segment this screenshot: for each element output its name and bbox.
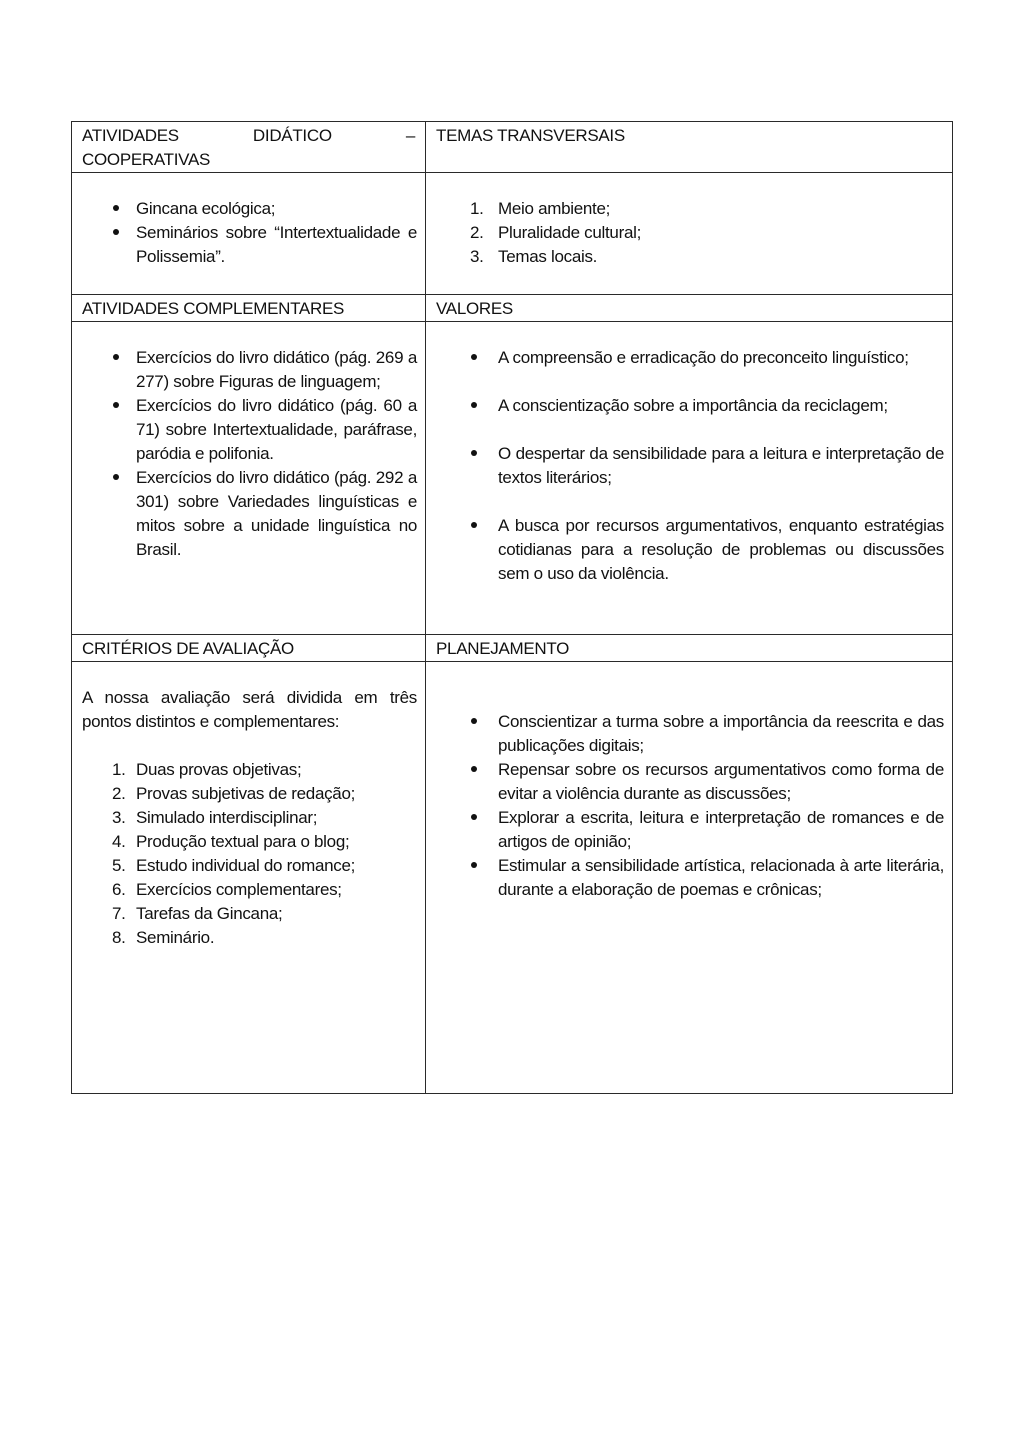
list-item xyxy=(72,394,425,466)
list-item-text: Estudo individual do romance; xyxy=(136,856,356,875)
list-number: 1. xyxy=(470,199,484,218)
list-item xyxy=(72,926,425,950)
list-item-text: A conscientização sobre a importância da reciclagem; xyxy=(498,396,888,415)
section-header-row xyxy=(72,635,953,662)
bullet-icon xyxy=(464,394,484,418)
list-item-text: Exercícios complementares; xyxy=(136,880,342,899)
header-valores: VALORES xyxy=(426,295,953,322)
bullet-icon xyxy=(464,442,484,466)
list-number: 4. xyxy=(112,832,126,851)
list-item-text: A busca por recursos argumentativos, enquanto estratégias cotidianas para a resolução de problemas ou discussões sem o uso da violência. xyxy=(498,516,944,583)
bullet-list xyxy=(426,710,952,902)
bullet-list xyxy=(72,346,425,562)
list-item xyxy=(426,758,952,806)
bullet-icon xyxy=(106,346,126,370)
temas-transversais-cell xyxy=(426,173,953,295)
bullet-list xyxy=(72,197,425,269)
list-number: 3. xyxy=(112,808,126,827)
planejamento-cell xyxy=(426,662,953,1094)
list-item xyxy=(72,346,425,394)
valores-cell xyxy=(426,322,953,635)
list-item-text: Explorar a escrita, leitura e interpretação de romances e de artigos de opinião; xyxy=(498,808,944,851)
list-item xyxy=(426,854,952,902)
list-item-text: Gincana ecológica; xyxy=(136,199,276,218)
bullet-icon xyxy=(464,806,484,830)
evaluation-intro: A nossa avaliação será dividida em três pontos distintos e complementares: xyxy=(82,688,417,731)
list-item-text: A compreensão e erradicação do preconceito linguístico; xyxy=(498,348,909,367)
list-item xyxy=(72,902,425,926)
atividades-complementares-cell xyxy=(72,322,426,635)
header-temas-transversais: TEMAS TRANSVERSAIS xyxy=(426,122,953,173)
header-word: DIDÁTICO xyxy=(252,126,332,145)
list-spacer xyxy=(426,418,952,442)
list-number: 8. xyxy=(112,928,126,947)
list-item xyxy=(426,514,952,586)
list-item-text: Conscientizar a turma sobre a importância da reescrita e das publicações digitais; xyxy=(498,712,944,755)
list-number: 6. xyxy=(112,880,126,899)
list-item xyxy=(72,854,425,878)
header-atividades-complementares: ATIVIDADES COMPLEMENTARES xyxy=(72,295,426,322)
list-number: 5. xyxy=(112,856,126,875)
list-item-text: Meio ambiente; xyxy=(498,199,611,218)
bullet-icon xyxy=(464,514,484,538)
list-item xyxy=(426,245,952,269)
list-item xyxy=(72,221,425,269)
list-item-text: Repensar sobre os recursos argumentativos como forma de evitar a violência durante as discussões; xyxy=(498,760,944,803)
section-body-row xyxy=(72,322,953,635)
list-item xyxy=(426,806,952,854)
bullet-icon xyxy=(464,346,484,370)
list-item-text: Duas provas objetivas; xyxy=(136,760,302,779)
list-item xyxy=(72,782,425,806)
bullet-list xyxy=(426,346,952,586)
list-item-text: Simulado interdisciplinar; xyxy=(136,808,318,827)
list-item-text: O despertar da sensibilidade para a leitura e interpretação de textos literários; xyxy=(498,444,944,487)
list-item xyxy=(72,466,425,562)
list-item xyxy=(72,197,425,221)
list-number: 1. xyxy=(112,760,126,779)
list-item xyxy=(72,878,425,902)
atividades-cooperativas-cell xyxy=(72,173,426,295)
header-dash: – xyxy=(405,126,415,145)
planning-table xyxy=(71,121,953,1094)
list-item-text: Seminário. xyxy=(136,928,215,947)
list-item xyxy=(426,442,952,490)
list-item-text: Provas subjetivas de redação; xyxy=(136,784,356,803)
bullet-icon xyxy=(464,710,484,734)
bullet-icon xyxy=(106,466,126,490)
list-item xyxy=(426,197,952,221)
list-item xyxy=(72,758,425,782)
numbered-list xyxy=(426,197,952,269)
section-header-row xyxy=(72,122,953,173)
header-atividades-didatico-cooperativas xyxy=(72,122,426,173)
list-item-text: Seminários sobre “Intertextualidade e Polissemia”. xyxy=(136,223,417,266)
list-spacer xyxy=(426,370,952,394)
header-word: ATIVIDADES xyxy=(82,126,179,145)
list-item-text: Exercícios do livro didático (pág. 292 a 301) sobre Variedades linguísticas e mitos sobre a unidade linguística no Brasil. xyxy=(136,468,417,559)
list-item xyxy=(426,221,952,245)
list-number: 3. xyxy=(470,247,484,266)
bullet-icon xyxy=(106,394,126,418)
list-item xyxy=(72,830,425,854)
header-criterios-de-avaliacao: CRITÉRIOS DE AVALIAÇÃO xyxy=(72,635,426,662)
section-body-row xyxy=(72,173,953,295)
bullet-icon xyxy=(106,197,126,221)
list-item xyxy=(426,710,952,758)
list-spacer xyxy=(426,490,952,514)
header-planejamento: PLANEJAMENTO xyxy=(426,635,953,662)
list-item-text: Exercícios do livro didático (pág. 60 a 71) sobre Intertextualidade, paráfrase, paródia e polifonia. xyxy=(136,396,417,463)
list-item xyxy=(426,346,952,370)
bullet-icon xyxy=(464,854,484,878)
list-item-text: Pluralidade cultural; xyxy=(498,223,642,242)
header-line-2: COOPERATIVAS xyxy=(82,150,211,169)
list-item-text: Temas locais. xyxy=(498,247,598,266)
section-body-row xyxy=(72,662,953,1094)
list-number: 2. xyxy=(470,223,484,242)
section-header-row xyxy=(72,295,953,322)
bullet-icon xyxy=(106,221,126,245)
list-number: 2. xyxy=(112,784,126,803)
list-item-text: Estimular a sensibilidade artística, relacionada à arte literária, durante a elaboração de poemas e crônicas; xyxy=(498,856,944,899)
bullet-icon xyxy=(464,758,484,782)
list-item-text: Tarefas da Gincana; xyxy=(136,904,283,923)
list-item xyxy=(426,394,952,418)
list-item xyxy=(72,806,425,830)
list-number: 7. xyxy=(112,904,126,923)
list-item-text: Exercícios do livro didático (pág. 269 a 277) sobre Figuras de linguagem; xyxy=(136,348,417,391)
list-item-text: Produção textual para o blog; xyxy=(136,832,350,851)
header-line-1 xyxy=(82,124,415,148)
criterios-avaliacao-cell xyxy=(72,662,426,1094)
numbered-list xyxy=(72,758,425,950)
